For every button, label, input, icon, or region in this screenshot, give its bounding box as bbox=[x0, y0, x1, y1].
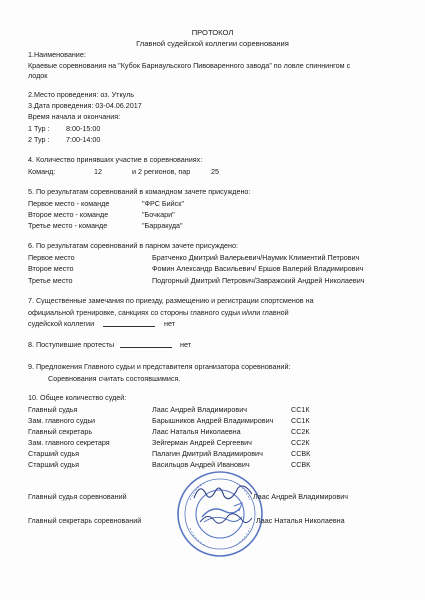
section-3-date: 3.Дата проведения: 03-04.06.2017 bbox=[28, 101, 142, 110]
tour-1-label: 1 Тур : bbox=[28, 124, 50, 133]
teams-label: Команд: bbox=[28, 167, 56, 176]
tour-2-time: 7:00-14:00 bbox=[66, 135, 101, 144]
section-1-text-line2: лодок bbox=[28, 71, 48, 80]
tour-2-label: 2 Тур : bbox=[28, 135, 50, 144]
pair-place-1-label: Первое место bbox=[28, 253, 75, 262]
document-title: ПРОТОКОЛ bbox=[191, 28, 234, 37]
section-10-heading: 10. Общее количество судей: bbox=[28, 393, 127, 402]
pair-place-2-value: Фомин Александр Васильевич/ Ершов Валерий Владимирович bbox=[152, 264, 364, 273]
chief-judge-signature bbox=[190, 480, 260, 506]
section-4-heading: 4. Количество принявших участие в соревнованиях: bbox=[28, 155, 203, 164]
signature-2-role: Главный секретарь соревнований bbox=[28, 516, 142, 525]
document-subtitle: Главной судейской коллегии соревнования bbox=[136, 39, 289, 48]
pair-place-3-label: Третье место bbox=[28, 276, 73, 285]
section-5-heading: 5. По результатам соревнований в командном зачете присуждено: bbox=[28, 187, 251, 196]
team-place-2-value: "Бочкари" bbox=[142, 210, 175, 219]
judge-5-name: Палагин Дмитрий Владимирович bbox=[152, 449, 263, 458]
section-3-time-label: Время начала и окончания: bbox=[28, 112, 121, 121]
judge-6-name: Васильцов Андрей Иванович bbox=[152, 460, 250, 469]
team-place-3-value: "Барракуда" bbox=[142, 221, 183, 230]
judge-3-role: Главный секретарь bbox=[28, 427, 93, 436]
section-8-answer: нет bbox=[180, 340, 192, 349]
judge-1-name: Лаас Андрей Владимирович bbox=[152, 405, 247, 414]
judge-2-category: СС1К bbox=[291, 416, 310, 425]
team-place-1-label: Первое место - команде bbox=[28, 199, 110, 208]
judge-3-name: Лаас Наталья Николаевна bbox=[152, 427, 241, 436]
team-place-1-value: "ФРС Бийск" bbox=[142, 199, 184, 208]
judge-6-category: ССВК bbox=[291, 460, 311, 469]
judge-3-category: СС2К bbox=[291, 427, 310, 436]
pair-place-1-value: Братченко Дмитрий Валерьевич/Наумик Климентий Петрович bbox=[152, 253, 360, 262]
section-9-heading: 9. Предложения Главного судьи и представителя организатора соревнований: bbox=[28, 362, 291, 371]
judge-6-role: Старший судья bbox=[28, 460, 79, 469]
section-7-blank bbox=[103, 319, 155, 329]
chief-secretary-signature bbox=[196, 508, 256, 530]
judge-2-role: Зам. главного судьи bbox=[28, 416, 96, 425]
section-8-blank bbox=[120, 340, 172, 350]
section-2-venue: 2.Место проведения: оз. Уткуль bbox=[28, 90, 135, 99]
signature-1-name: Лаас Андрей Владимирович bbox=[253, 492, 348, 501]
pairs-count: 25 bbox=[211, 167, 219, 176]
signature-2-name: Лаас Наталья Николаевна bbox=[256, 516, 345, 525]
judge-1-category: СС1К bbox=[291, 405, 310, 414]
teams-count: 12 bbox=[94, 167, 102, 176]
pair-place-3-value: Подгорный Дмитрий Петрович/Завражский Андрей Николаевич bbox=[152, 276, 365, 285]
section-1-heading: 1.Наименование: bbox=[28, 50, 86, 59]
tour-1-time: 8:00-15:00 bbox=[66, 124, 101, 133]
team-place-2-label: Второе место - команде bbox=[28, 210, 109, 219]
judge-5-role: Старший судья bbox=[28, 449, 79, 458]
section-7-line2: официальной тренировке, санкциях со стороны главного судьи и/или главной bbox=[28, 308, 289, 317]
section-8-label: 8. Поступившие протесты bbox=[28, 340, 115, 349]
judge-4-name: Зейгерман Андрей Сергеевич bbox=[152, 438, 252, 447]
team-place-3-label: Третье место - команде bbox=[28, 221, 108, 230]
pair-place-2-label: Второе место bbox=[28, 264, 74, 273]
signature-1-role: Главный судья соревнований bbox=[28, 492, 127, 501]
regions-text: и 2 регионов, пар bbox=[132, 167, 191, 176]
section-1-text-line1: Краевые соревнования на "Кубок Барнаульского Пивоваренного завода" по ловле спиннингом с bbox=[28, 61, 351, 70]
section-6-heading: 6. По результатам соревнований в парном зачете присуждено: bbox=[28, 241, 238, 250]
section-7-line1: 7. Существенные замечания по приезду, размещению и регистрации спортсменов на bbox=[28, 296, 314, 305]
judge-5-category: ССВК bbox=[291, 449, 311, 458]
judge-4-category: СС2К bbox=[291, 438, 310, 447]
section-9-text: Соревнования считать состоявшимися. bbox=[48, 374, 181, 383]
section-7-answer: нет bbox=[164, 319, 176, 328]
judge-4-role: Зам. главного секретаря bbox=[28, 438, 110, 447]
judge-2-name: Барышников Андрей Владимирович bbox=[152, 416, 274, 425]
section-7-line3: судейской коллегии bbox=[28, 319, 95, 328]
judge-1-role: Главный судья bbox=[28, 405, 78, 414]
